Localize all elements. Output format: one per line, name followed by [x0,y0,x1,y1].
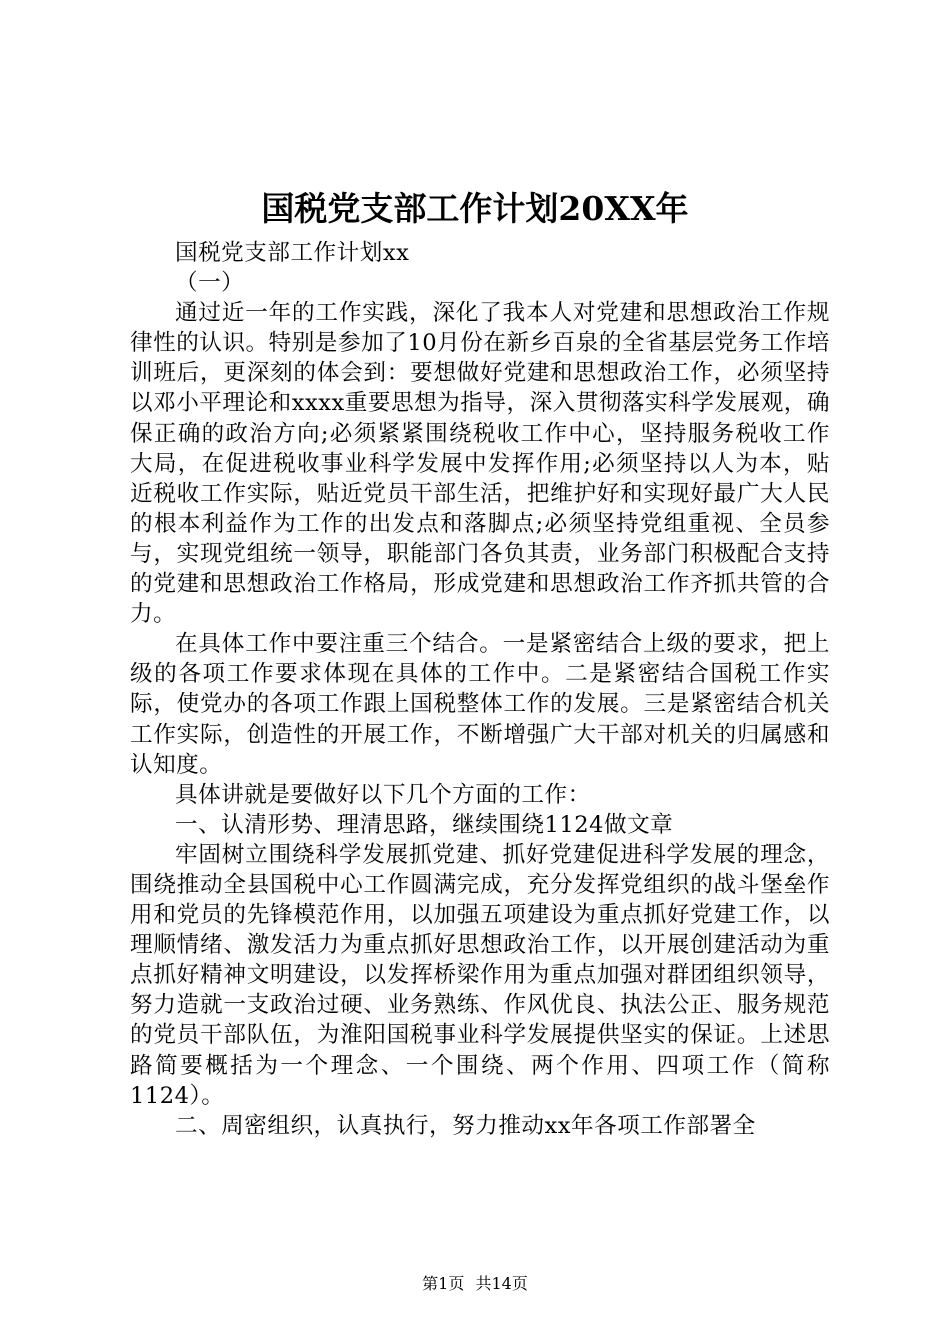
total-pages: 共14页 [475,1274,528,1293]
paragraph: 具体讲就是要做好以下几个方面的工作： [175,781,591,808]
document-title: 国税党支部工作计划20XX年 [261,189,689,228]
page-footer [0,1274,950,1294]
paragraph: 牢固树立围绕科学发展抓党建、抓好党建促进科学发展的理念，围绕推动全县国税中心工作圆满完成，充分发挥党组织的战斗堡垒作用和党员的先锋模范作用，以加强五项建设为重点抓好党建工作，以理顺情绪、激发活力为重点抓好思想政治工作，以开展创建活动为重点抓好精神文明建设，以发挥桥梁作用为重点加强对群团组织领导，努力造就一支政治过硬、业务熟练、作风优良、执法公正、服务规范的党员干部队伍，为淮阳国税事业科学发展提供坚实的保证。上述思路简要概括为一个理念、一个围绕、两个作用、四项工作（简称1124）。 [130,841,830,1109]
paragraph: 通过近一年的工作实践，深化了我本人对党建和思想政治工作规律性的认识。特别是参加了10月份在新乡百泉的全省基层党务工作培训班后，更深刻的体会到：要想做好党建和思想政治工作，必须坚持以邓小平理论和xxxx重要思想为指导，深入贯彻落实科学发展观，确保正确的政治方向;必须紧紧围绕税收工作中心，坚持服务税收工作大局，在促进税收事业科学发展中发挥作用;必须坚持以人为本，贴近税收工作实际，贴近党员干部生活，把维护好和实现好最广大人民的根本利益作为工作的出发点和落脚点;必须坚持党组重视、全员参与，实现党组统一领导，职能部门各负其责，业务部门积极配合支持的党建和思想政治工作格局，形成党建和思想政治工作齐抓共管的合力。 [130,300,830,628]
section-heading: 一、认清形势、理清思路，继续围绕1124做文章 [175,811,674,838]
section-heading: 二、周密组织，认真执行，努力推动xx年各项工作部署全 [175,1112,756,1139]
document-body [130,238,830,1141]
paragraph: 在具体工作中要注重三个结合。一是紧密结合上级的要求，把上级的各项工作要求体现在具体的工作中。二是紧密结合国税工作实际，使党办的各项工作跟上国税整体工作的发展。三是紧密结合机关工作实际，创造性的开展工作，不断增强广大干部对机关的归属感和认知度。 [130,631,830,778]
document-subtitle: 国税党支部工作计划xx [175,240,410,266]
section-marker: （一） [175,270,245,297]
page-number: 第1页 [422,1274,465,1293]
